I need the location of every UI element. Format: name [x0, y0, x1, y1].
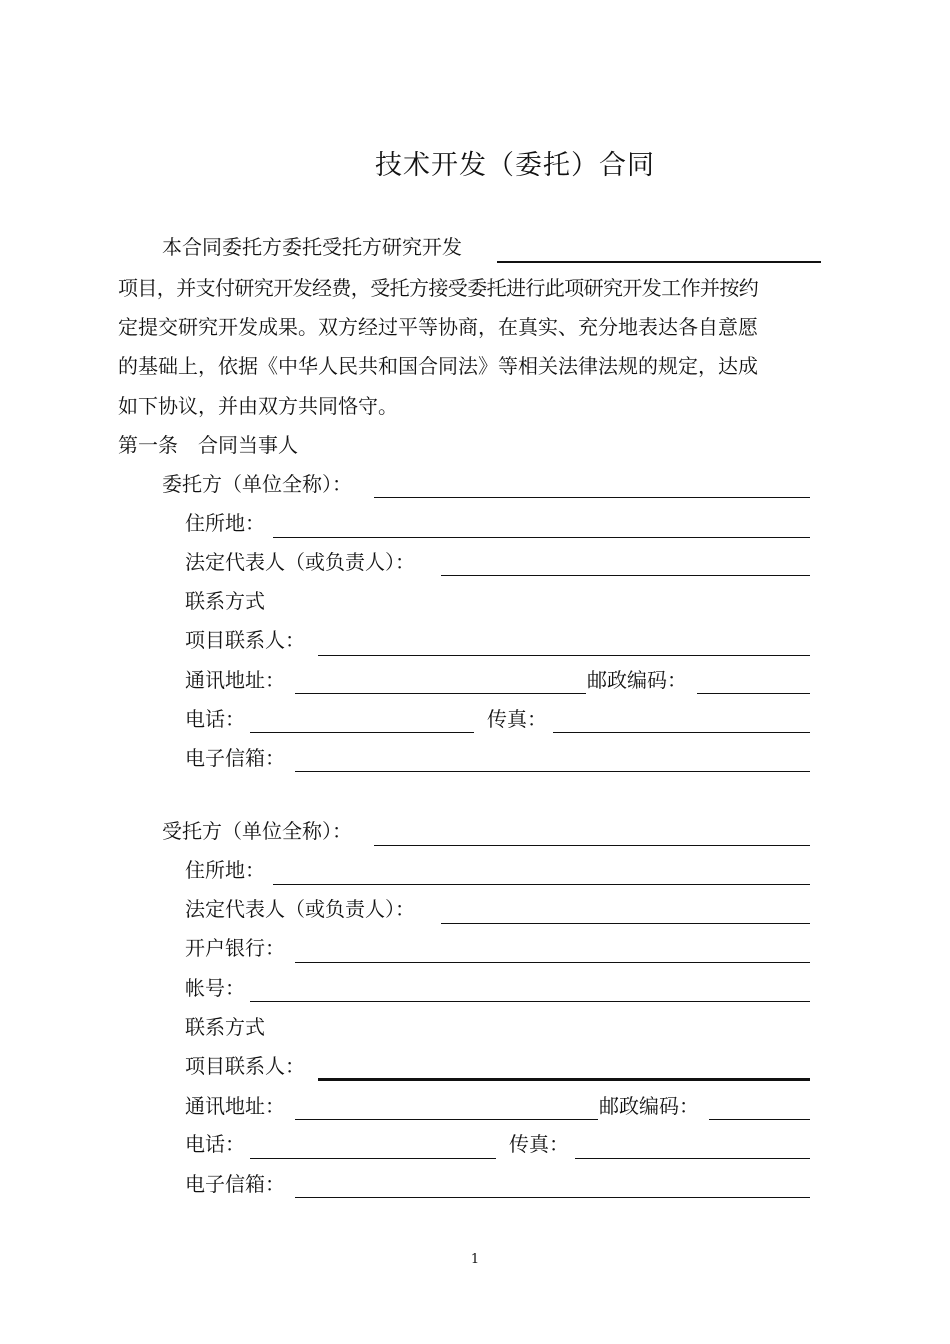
contractor-contact-person-label: 项目联系人：	[185, 1054, 305, 1078]
contractor-bank-blank[interactable]	[295, 962, 810, 963]
intro-line-1: 本合同委托方委托受托方研究开发	[162, 235, 462, 259]
contractor-bank-label: 开户银行：	[185, 936, 285, 960]
client-name-label: 委托方（单位全称）：	[162, 472, 352, 496]
contractor-legal-rep-label: 法定代表人（或负责人）：	[185, 897, 415, 921]
client-phone-blank[interactable]	[250, 732, 474, 733]
contractor-fax-label: 传真：	[509, 1132, 569, 1156]
client-address-label: 住所地：	[185, 511, 265, 535]
client-postcode-blank[interactable]	[697, 693, 810, 694]
client-legal-rep-label: 法定代表人（或负责人）：	[185, 550, 415, 574]
contractor-contact-person-blank[interactable]	[318, 1078, 810, 1081]
client-email-label: 电子信箱：	[185, 746, 285, 770]
intro-line-4: 的基础上，依据《中华人民共和国合同法》等相关法律法规的规定，达成	[118, 354, 758, 378]
article-1-heading: 第一条 合同当事人	[118, 433, 298, 457]
client-email-blank[interactable]	[295, 771, 810, 772]
contractor-postcode-blank[interactable]	[709, 1119, 810, 1120]
client-legal-rep-blank[interactable]	[441, 575, 810, 576]
project-name-blank[interactable]	[497, 261, 821, 263]
contractor-phone-label: 电话：	[185, 1132, 245, 1156]
contractor-account-label: 帐号：	[185, 976, 245, 1000]
client-contact-heading: 联系方式	[185, 589, 265, 613]
client-mail-address-blank[interactable]	[295, 693, 586, 694]
contractor-name-blank[interactable]	[374, 845, 810, 846]
intro-line-2: 项目，并支付研究开发经费，受托方接受委托进行此项研究开发工作并按约	[118, 276, 759, 300]
client-fax-blank[interactable]	[553, 732, 810, 733]
contractor-email-label: 电子信箱：	[185, 1172, 285, 1196]
client-fax-label: 传真：	[487, 707, 547, 731]
client-name-blank[interactable]	[374, 497, 810, 498]
contractor-contact-heading: 联系方式	[185, 1015, 265, 1039]
client-mail-address-label: 通讯地址：	[185, 668, 285, 692]
contractor-mail-address-blank[interactable]	[295, 1119, 598, 1120]
client-phone-label: 电话：	[185, 707, 245, 731]
document-title: 技术开发（委托）合同	[375, 150, 655, 181]
contractor-account-blank[interactable]	[250, 1001, 810, 1002]
intro-line-3: 定提交研究开发成果。双方经过平等协商，在真实、充分地表达各自意愿	[118, 315, 758, 339]
page-number: 1	[470, 1252, 480, 1267]
client-contact-person-label: 项目联系人：	[185, 628, 305, 652]
contractor-address-label: 住所地：	[185, 858, 265, 882]
client-address-blank[interactable]	[273, 537, 810, 538]
contractor-postcode-label: 邮政编码：	[599, 1094, 699, 1118]
contractor-legal-rep-blank[interactable]	[441, 923, 810, 924]
contractor-fax-blank[interactable]	[575, 1158, 810, 1159]
contractor-phone-blank[interactable]	[250, 1158, 496, 1159]
contractor-email-blank[interactable]	[295, 1197, 810, 1198]
contractor-mail-address-label: 通讯地址：	[185, 1094, 285, 1118]
contractor-address-blank[interactable]	[273, 884, 810, 885]
client-postcode-label: 邮政编码：	[587, 668, 687, 692]
client-contact-person-blank[interactable]	[318, 655, 810, 656]
intro-line-5: 如下协议，并由双方共同恪守。	[118, 394, 398, 418]
contractor-name-label: 受托方（单位全称）：	[162, 819, 352, 843]
